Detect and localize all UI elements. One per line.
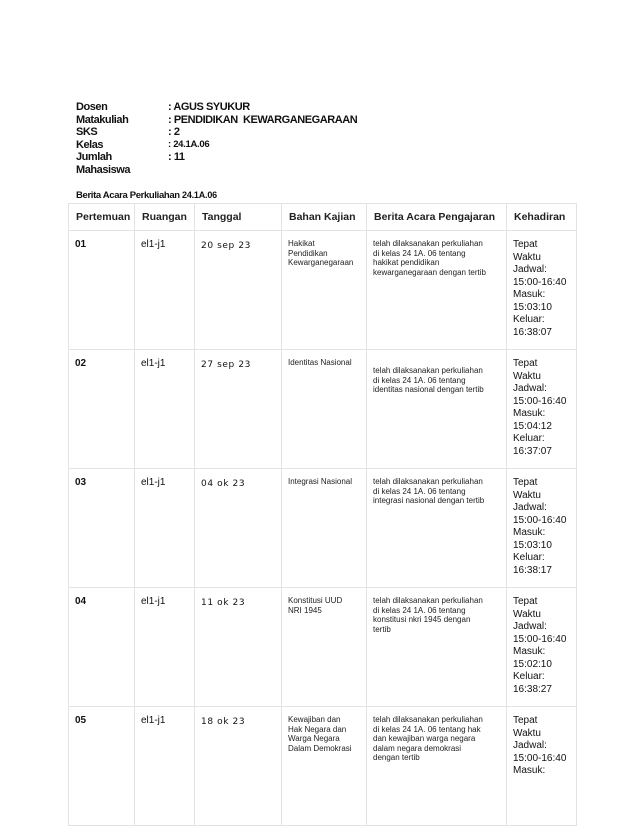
cell-pertemuan	[69, 469, 135, 588]
cell-pertemuan-text: 04	[75, 596, 87, 607]
cell-ruangan-text: el1-j1	[141, 715, 166, 726]
cell-kehadiran	[507, 707, 577, 826]
cell-tanggal	[195, 707, 282, 826]
cell-bahan-kajian-text: Kewajiban dan Hak Negara dan Warga Negara Dalam Demokrasi	[288, 715, 352, 753]
cell-kehadiran-text: Tepat Waktu Jadwal: 15:00-16:40 Masuk: 15:03:10 Keluar: 16:38:17	[513, 477, 567, 576]
cell-ruangan-text: el1-j1	[141, 596, 166, 607]
cell-tanggal-text: 20 sep 23	[201, 241, 251, 251]
cell-kehadiran-text: Tepat Waktu Jadwal: 15:00-16:40 Masuk:	[513, 715, 567, 776]
cell-kehadiran	[507, 231, 577, 350]
cell-ruangan	[135, 231, 195, 350]
cell-berita-acara	[367, 231, 507, 350]
berita-acara-label: Berita Acara Perkuliahan	[76, 190, 180, 201]
cell-tanggal	[195, 469, 282, 588]
cell-berita-acara-text: telah dilaksanakan perkuliahan di kelas 24 1A. 06 tentang konstitusi nkri 1945 dengan tertib	[373, 596, 483, 634]
cell-berita-acara-text: telah dilaksanakan perkuliahan di kelas 24 1A. 06 tentang integrasi nasional dengan tertib	[373, 477, 485, 505]
cell-ruangan	[135, 350, 195, 469]
header-berita-acara: Berita Acara Pengajaran	[367, 204, 507, 231]
cell-bahan-kajian	[282, 231, 367, 350]
cell-tanggal-text: 04 ok 23	[201, 479, 246, 489]
info-row	[76, 114, 357, 127]
cell-ruangan-text: el1-j1	[141, 358, 166, 369]
cell-kehadiran	[507, 588, 577, 707]
cell-ruangan	[135, 588, 195, 707]
header-kehadiran: Kehadiran	[507, 204, 577, 231]
info-value: : 24.1A.06	[168, 138, 210, 150]
table-row	[69, 469, 577, 588]
cell-berita-acara	[367, 469, 507, 588]
attendance-table-wrapper	[68, 203, 576, 776]
cell-pertemuan-text: 05	[75, 715, 87, 726]
cell-bahan-kajian	[282, 350, 367, 469]
cell-berita-acara-text: telah dilaksanakan perkuliahan di kelas 24 1A. 06 tentang hakikat pendidikan kewarganegaraan dengan tertib	[373, 239, 486, 277]
header-tanggal: Tanggal	[195, 204, 282, 231]
course-info	[76, 101, 357, 176]
info-label: Matakuliah	[76, 113, 129, 126]
cell-kehadiran	[507, 469, 577, 588]
cell-berita-acara	[367, 707, 507, 826]
cell-tanggal	[195, 350, 282, 469]
cell-tanggal-text: 11 ok 23	[201, 598, 246, 608]
cell-berita-acara-text: telah dilaksanakan perkuliahan di kelas 24 1A. 06 tentang identitas nasional dengan tertib	[373, 366, 484, 394]
table-row	[69, 588, 577, 707]
header-bahan-kajian: Bahan Kajian	[282, 204, 367, 231]
info-label: SKS	[76, 126, 98, 138]
cell-tanggal-text: 18 ok 23	[201, 717, 246, 727]
info-row	[76, 101, 357, 114]
cell-ruangan-text: el1-j1	[141, 239, 166, 250]
cell-pertemuan	[69, 231, 135, 350]
cell-bahan-kajian	[282, 588, 367, 707]
cell-pertemuan-text: 01	[75, 239, 87, 250]
info-value: : 2	[168, 126, 180, 138]
cell-berita-acara	[367, 350, 507, 469]
info-value: : 11	[168, 151, 185, 163]
berita-acara-title	[76, 190, 217, 201]
cell-berita-acara-text: telah dilaksanakan perkuliahan di kelas 24 1A. 06 tentang hak dan kewajiban warga negara dalam negara demokrasi dengan tertib	[373, 715, 483, 762]
info-label: Kelas	[76, 138, 104, 151]
cell-kehadiran-text: Tepat Waktu Jadwal: 15:00-16:40 Masuk: 15:04:12 Keluar: 16:37:07	[513, 358, 567, 457]
cell-bahan-kajian-text: Hakikat Pendidikan Kewarganegaraan	[288, 239, 354, 267]
header-ruangan: Ruangan	[135, 204, 195, 231]
cell-kehadiran	[507, 350, 577, 469]
cell-berita-acara	[367, 588, 507, 707]
cell-pertemuan	[69, 350, 135, 469]
info-row	[76, 151, 357, 176]
table-header-row	[69, 204, 577, 231]
cell-bahan-kajian-text: Integrasi Nasional	[288, 477, 353, 486]
attendance-table	[68, 203, 577, 826]
info-label: Jumlah Mahasiswa	[76, 151, 131, 176]
cell-kehadiran-text: Tepat Waktu Jadwal: 15:00-16:40 Masuk: 15:02:10 Keluar: 16:38:27	[513, 596, 567, 695]
cell-tanggal	[195, 231, 282, 350]
info-value: : PENDIDIKAN KEWARGANEGARAAN	[168, 113, 358, 126]
cell-ruangan	[135, 707, 195, 826]
cell-ruangan	[135, 469, 195, 588]
cell-tanggal-text: 27 sep 23	[201, 360, 251, 370]
info-row	[76, 139, 357, 152]
cell-ruangan-text: el1-j1	[141, 477, 166, 488]
cell-bahan-kajian	[282, 707, 367, 826]
cell-pertemuan-text: 03	[75, 477, 87, 488]
cell-bahan-kajian-text: Identitas Nasional	[288, 358, 352, 367]
cell-kehadiran-text: Tepat Waktu Jadwal: 15:00-16:40 Masuk: 15:03:10 Keluar: 16:38:07	[513, 239, 567, 338]
header-pertemuan: Pertemuan	[69, 204, 135, 231]
cell-tanggal	[195, 588, 282, 707]
cell-pertemuan-text: 02	[75, 358, 87, 369]
table-row	[69, 707, 577, 826]
berita-acara-class-code: 24.1A.06	[182, 190, 217, 200]
cell-bahan-kajian	[282, 469, 367, 588]
cell-pertemuan	[69, 707, 135, 826]
table-row	[69, 231, 577, 350]
info-row	[76, 126, 357, 139]
info-label: Dosen	[76, 101, 108, 113]
cell-bahan-kajian-text: Konstitusi UUD NRI 1945	[288, 596, 343, 615]
cell-pertemuan	[69, 588, 135, 707]
table-row	[69, 350, 577, 469]
info-value: : AGUS SYUKUR	[168, 101, 250, 113]
